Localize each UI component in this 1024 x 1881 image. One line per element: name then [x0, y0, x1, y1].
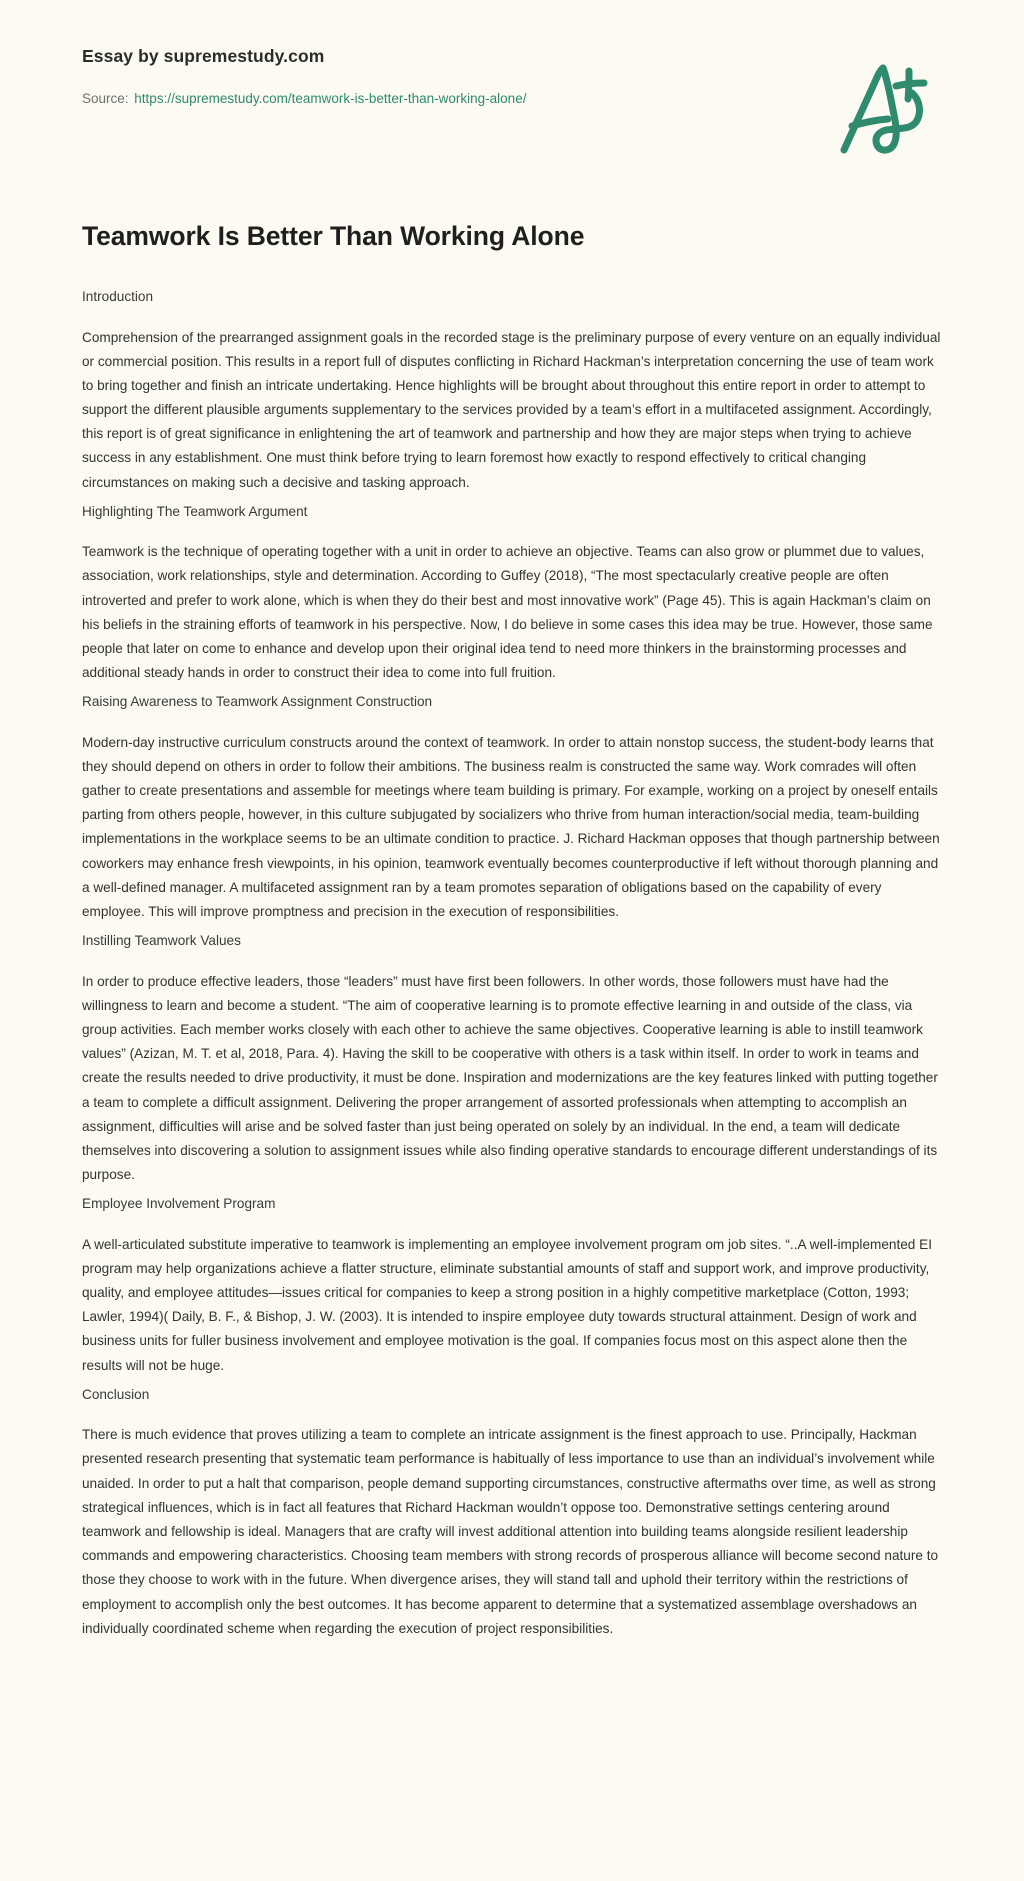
section-heading: Raising Awareness to Teamwork Assignment Construction	[82, 694, 433, 710]
section-conclusion	[82, 1385, 942, 1641]
section-introduction	[82, 287, 942, 495]
paragraph: There is much evidence that proves utilizing a team to complete an intricate assignment is the finest approach to use. Principally, Hackman presented research presenting that systematic team performance is habitually of less importance to use than an individual’s involvement while unaided. In order to put a halt that comparison, people demand supporting circumstances, constructive aftermaths over time, as well as strong strategical influences, which is in fact all features that Richard Hackman wouldn’t oppose too. Demonstrative settings centering around teamwork and fellowship is ideal. Managers that are crafty will invest additional attention into building teams alongside resilient leadership commands and empowering characteristics. Choosing team members with strong records of prosperous alliance will become second nature to those they choose to work with in the future. When divergence arises, they will stand tall and uphold their territory within the restrictions of employment to accomplish only the best outcomes. It has become apparent to determine that a systematized assemblage overshadows an individually coordinated scheme when regarding the execution of project responsibilities.	[82, 1427, 939, 1636]
section-heading: Instilling Teamwork Values	[82, 933, 241, 949]
source-line	[82, 90, 964, 108]
section-employee-involvement-program	[82, 1194, 942, 1378]
section-heading: Employee Involvement Program	[82, 1196, 276, 1212]
paragraph: In order to produce effective leaders, those “leaders” must have first been followers. In other words, those followers must have had the willingness to learn and become a student. “The aim of cooperative learning is to promote effective learning in and outside of the class, via group activities. Each member works closely with each other to achieve the same objectives. Cooperative learning is able to instill teamwork values” (Azizan, M. T. et al, 2018, Para. 4). Having the skill to be cooperative with others is a task within itself. In order to work in teams and create the results needed to drive productivity, it must be done. Inspiration and modernizations are the key features linked with putting together a team to complete a difficult assignment. Delivering the proper arrangement of assorted professionals when attempting to accomplish an assignment, difficulties will arise and be solved faster than just being operated on solely by an individual. In the end, a team will dedicate themselves into discovering a solution to assignment issues while also finding operative standards to encourage different understandings of its purpose.	[82, 973, 938, 1183]
page-title: Teamwork Is Better Than Working Alone	[82, 221, 585, 251]
source-url-link[interactable]: https://supremestudy.com/teamwork-is-better-than-working-alone/	[134, 91, 527, 106]
paragraph: Teamwork is the technique of operating together with a unit in order to achieve an objective. Teams can also grow or plummet due to values, association, work relationships, style and determination. According to Guffey (2018), “The most spectacularly creative people are often introverted and prefer to work alone, which is when they do their best and most innovative work” (Page 45). This is again Hackman’s claim on his beliefs in the straining efforts of teamwork in his perspective. Now, I do believe in some cases this idea may be true. However, those same people that later on come to enhance and develop upon their original idea tend to need more thinkers in the brainstorming processes and additional steady hands in order to construct their idea to come into full fruition.	[82, 544, 933, 681]
site-byline: Essay by supremestudy.com	[82, 46, 325, 66]
section-heading: Introduction	[82, 289, 154, 305]
a-plus-logo-icon	[834, 58, 940, 158]
site-header	[0, 0, 1024, 176]
paragraph: A well-articulated substitute imperative to teamwork is implementing an employee involvement program om job sites. “..A well-implemented EI program may help organizations achieve a flatter structure, eliminate substantial amounts of staff and support work, and improve productivity, quality, and employee attitudes—issues critical for companies to keep a strong position in a highly competitive marketplace (Cotton, 1993; Lawler, 1994)( Daily, B. F., & Bishop, J. W. (2003). It is intended to inspire employee duty towards structural attainment. Design of work and business units for fuller business involvement and employee motivation is the goal. If companies focus most on this aspect alone then the results will not be huge.	[82, 1236, 932, 1373]
section-instilling-teamwork-values	[82, 931, 942, 1187]
section-heading: Conclusion	[82, 1386, 150, 1402]
section-raising-awareness-to-teamwork-assignment-construction	[82, 692, 942, 924]
paragraph: Comprehension of the prearranged assignment goals in the recorded stage is the preliminary purpose of every venture on an equally individual or commercial position. This results in a report full of disputes conflicting in Richard Hackman’s interpretation concerning the use of team work to bring together and finish an intricate undertaking. Hence highlights will be brought about throughout this entire report in order to attempt to support the different plausible arguments supplementary to the services provided by a team’s effort in a multifaceted assignment. Accordingly, this report is of great significance in enlightening the art of teamwork and partnership and how they are major steps when trying to achieve success in any establishment. One must think before trying to learn foremost how exactly to respond effectively to critical changing circumstances on making such a decisive and tasking approach.	[82, 329, 941, 490]
article-body	[82, 287, 942, 1641]
section-highlighting-the-teamwork-argument	[82, 502, 942, 686]
section-heading: Highlighting The Teamwork Argument	[82, 503, 308, 519]
article	[0, 220, 1024, 1688]
paragraph: Modern-day instructive curriculum constructs around the context of teamwork. In order to attain nonstop success, the student-body learns that they should depend on others in order to follow their ambitions. The business realm is constructed the same way. Work comrades will often gather to create presentations and assemble for meetings where team building is primary. For example, working on a project by oneself entails parting from others people, however, in this culture subjugated by socializers who thrive from human interaction/social media, team-building implementations in the workplace seems to be an ultimate condition to practice. J. Richard Hackman opposes that though partnership between coworkers may enhance fresh viewpoints, in his opinion, teamwork eventually becomes counterproductive if left without thorough planning and a well-defined manager. A multifaceted assignment ran by a team promotes separation of obligations based on the capability of every employee. This will improve promptness and precision in the execution of responsibilities.	[82, 734, 940, 920]
source-label: Source:	[82, 91, 129, 106]
